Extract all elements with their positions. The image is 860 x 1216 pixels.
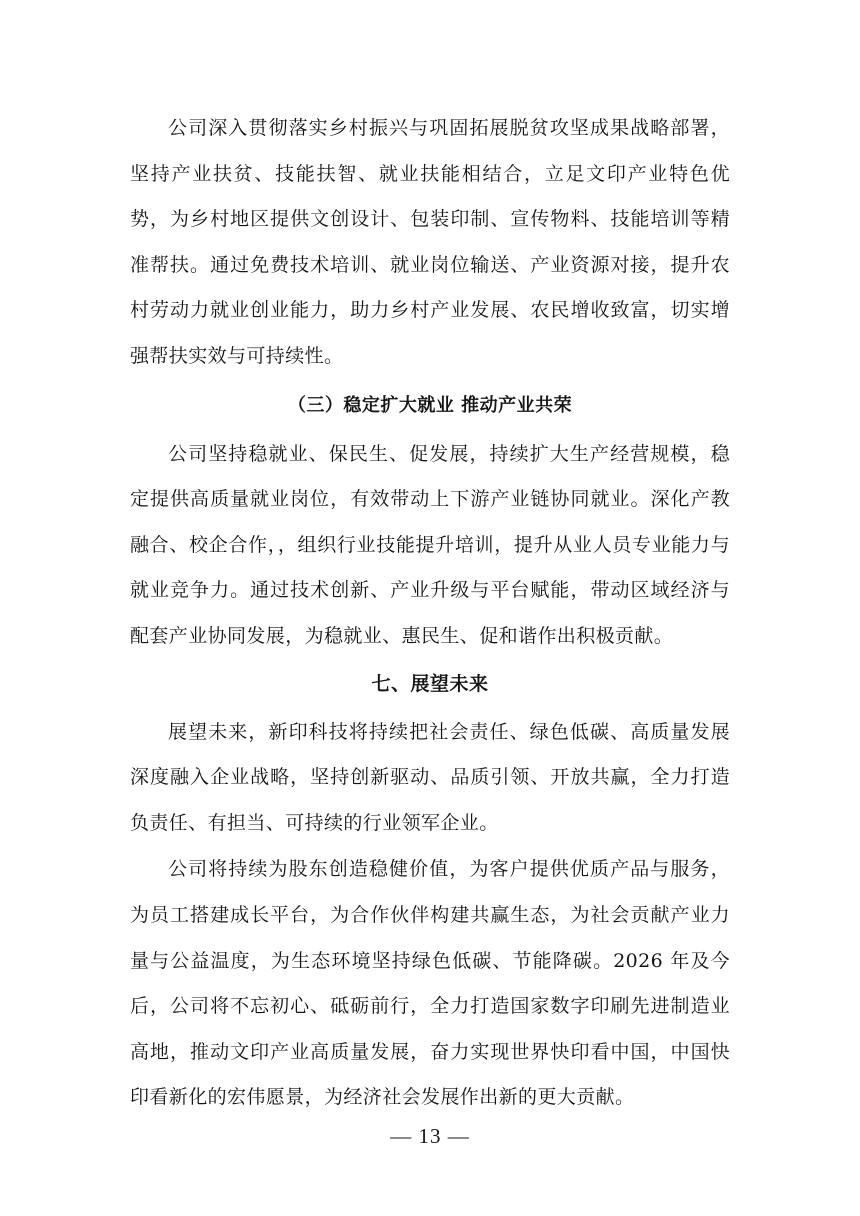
subsection-heading-employment: （三）稳定扩大就业 推动产业共荣 <box>287 394 573 416</box>
page-content <box>130 106 730 1121</box>
section-heading-outlook: 七、展望未来 <box>371 672 489 695</box>
paragraph-outlook-commitments: 公司将持续为股东创造稳健价值，为客户提供优质产品与服务，为员工搭建成长平台，为合作伙伴构建共赢生态，为社会贡献产业力量与公益温度，为生态环境坚持绿色低碳、节能降碳。2026 年及今后，公司将不忘初心、砥砺前行，全力打造国家数字印刷先进制造业高地，推动文印产业高质量发展，奋力实现世界快印看中国，中国快印看新化的宏伟愿景，为经济社会发展作出新的更大贡献。 <box>130 858 730 1109</box>
paragraph-outlook-strategy: 展望未来，新印科技将持续把社会责任、绿色低碳、高质量发展深度融入企业战略，坚持创新驱动、品质引领、开放共赢，全力打造负责任、有担当、可持续的行业领军企业。 <box>130 720 730 834</box>
paragraph-employment: 公司坚持稳就业、保民生、促发展，持续扩大生产经营规模，稳定提供高质量就业岗位，有效带动上下游产业链协同就业。深化产教融合、校企合作，，组织行业技能提升培训，提升从业人员专业能力与就业竞争力。通过技术创新、产业升级与平台赋能，带动区域经济与配套产业协同发展，为稳就业、惠民生、促和谐作出积极贡献。 <box>130 442 730 647</box>
page-number: — 13 — <box>390 1124 470 1148</box>
paragraph-rural-revitalization: 公司深入贯彻落实乡村振兴与巩固拓展脱贫攻坚成果战略部署，坚持产业扶贫、技能扶智、就业扶能相结合，立足文印产业特色优势，为乡村地区提供文创设计、包装印制、宣传物料、技能培训等精准帮扶。通过免费技术培训、就业岗位输送、产业资源对接，提升农村劳动力就业创业能力，助力乡村产业发展、农民增收致富，切实增强帮扶实效与可持续性。 <box>130 117 730 367</box>
